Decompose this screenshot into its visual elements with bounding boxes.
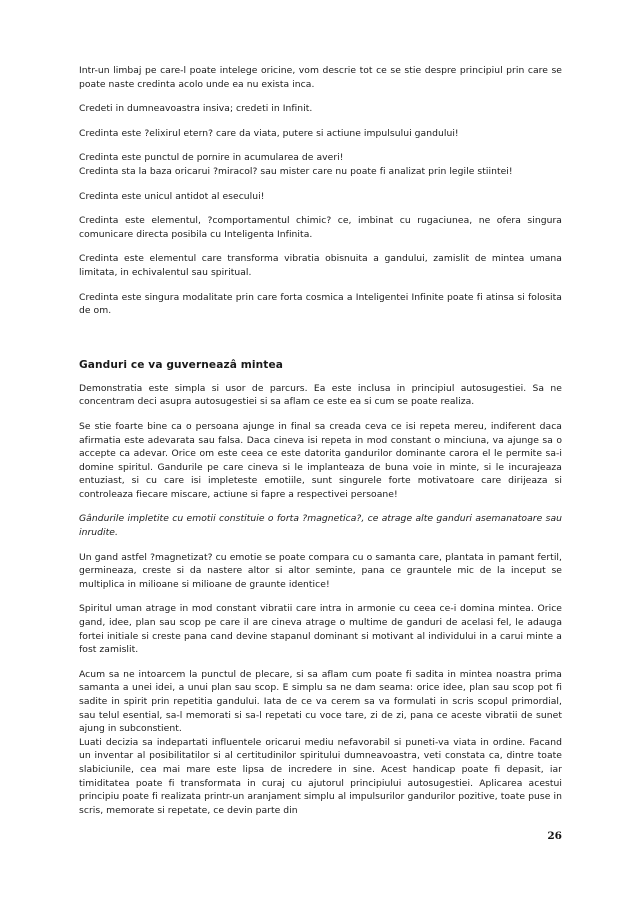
paragraph-cosmic-force: Credinta este singura modalitate prin care forta cosmica a Inteligentei Infinite poate fi atinsa si folosita de om. <box>79 291 562 317</box>
paragraph-principle-intro: Intr-un limbaj pe care-l poate intelege oricine, vom descrie tot ce se stie despre principiul prin care se poate naste credinta acolo unde ea nu exista inca. <box>79 65 562 90</box>
paragraph-demonstration: Demonstratia este simpla si usor de parcurs. Ea este inclusa in principiul autosugestiei. Sa ne concentram deci asupra autosugestiei si sa aflam ce este ea si cum se poate realiza. <box>79 382 562 408</box>
paragraph-decision: Luati decizia sa indepartati influentele oricarui mediu nefavorabil si puneti-va viata in ordine. Facand un inventar al posibilitatilor si al certitudinilor spiritului dumneavoastra, veti constata ca, dintre toate slabiciunile, cea mai mare este lipsa de incredere in sine. Acest handicap poate fi depasit, iar timiditatea poate fi transformata in curaj cu ajutorul principiului autosugestiei. Aplicarea acestui principiu poate fi realizata printr-un aranjament simplu al impulsurilor gandurilor pozitive, toate puse in scris, memorate si repetate, ce devin parte din <box>79 736 562 816</box>
page-content <box>79 64 562 817</box>
paragraph-seed: Un gand astfel ?magnetizat? cu emotie se poate compara cu o samanta care, plantata in pamant fertil, germineaza, creste si da nastere altor si altor seminte, pana ce grauntele mic de la inceput se multiplica in milioane si milioane de graunte identice! <box>79 551 562 590</box>
paragraph-starting-point: Credinta este punctul de pornire in acumularea de averi! <box>79 152 344 164</box>
paragraph-miracle: Credinta sta la baza oricarui ?miracol? sau mister care nu poate fi analizat prin legile stiintei! <box>79 165 513 177</box>
paragraph-believe-yourself: Credeti in dumneavoastra insiva; credeti in Infinit. <box>79 103 313 115</box>
paragraph-human-spirit: Spiritul uman atrage in mod constant vibratii care intra in armonie cu ceea ce-i domina mintea. Orice gand, idee, plan sau scop pe care il are cineva atrage o multime de ganduri de acelasi fel, le adauga fortei initiale si creste pana cand devine stapanul dominant si motivant al individului in a carui minte a fost zamislit. <box>79 603 562 656</box>
paragraph-magnetic-force: Gândurile impletite cu emotii constituie o forta ?magnetica?, ce atrage alte ganduri asemanatoare sau inrudite. <box>79 513 562 539</box>
paragraph-vibration: Credinta este elementul care transforma vibratia obisnuita a gandului, zamislit de mintea umana limitata, in echivalentul sau spiritual. <box>79 253 562 278</box>
paragraph-elixir: Credinta este ?elixirul etern? care da viata, putere si actiune impulsului gandului! <box>79 127 459 139</box>
page-number: 26 <box>547 830 562 842</box>
paragraph-chemical-behavior: Credinta este elementul, ?comportamentul chimic? ce, imbinat cu rugaciunea, ne ofera singura comunicare directa posibila cu Inteligenta Infinita. <box>79 215 562 240</box>
paragraph-repetition: Se stie foarte bine ca o persoana ajunge in final sa creada ceva ce isi repeta mereu, indiferent daca afirmatia este adevarata sau falsa. Daca cineva isi repeta in mod constant o minciuna, va ajunge sa o accepte ca adevar. Orice om este ceea ce este datorita gandurilor dominante carora el le permite sa-i domine spiritul. Gandurile pe care cineva si le implanteaza de buna voie in minte, si le incurajeaza entuziast, si cu care isi impleteste emotiile, sunt singurele forte motivatoare care dirijeaza si controleaza fiecare miscare, actiune si fapre a respectivei persoane! <box>79 420 562 500</box>
section-heading: Ganduri ce va guverneazâ mintea <box>79 358 283 371</box>
paragraph-antidote: Credinta este unicul antidot al esecului! <box>79 190 265 202</box>
paragraph-return-start: Acum sa ne intoarcem la punctul de plecare, si sa aflam cum poate fi sadita in mintea noastra prima samanta a unei idei, a unui plan sau scop. E simplu sa ne dam seama: orice idee, plan sau scop pot fi sadite in spirit prin repetitia gandului. Iata de ce va cerem sa va formulati in scris scopul primordial, sau telul esential, sa-l memorati si sa-l repetati cu voce tare, zi de zi, pana ce aceste vibratii de sunet ajung in subconstient. <box>79 668 562 735</box>
